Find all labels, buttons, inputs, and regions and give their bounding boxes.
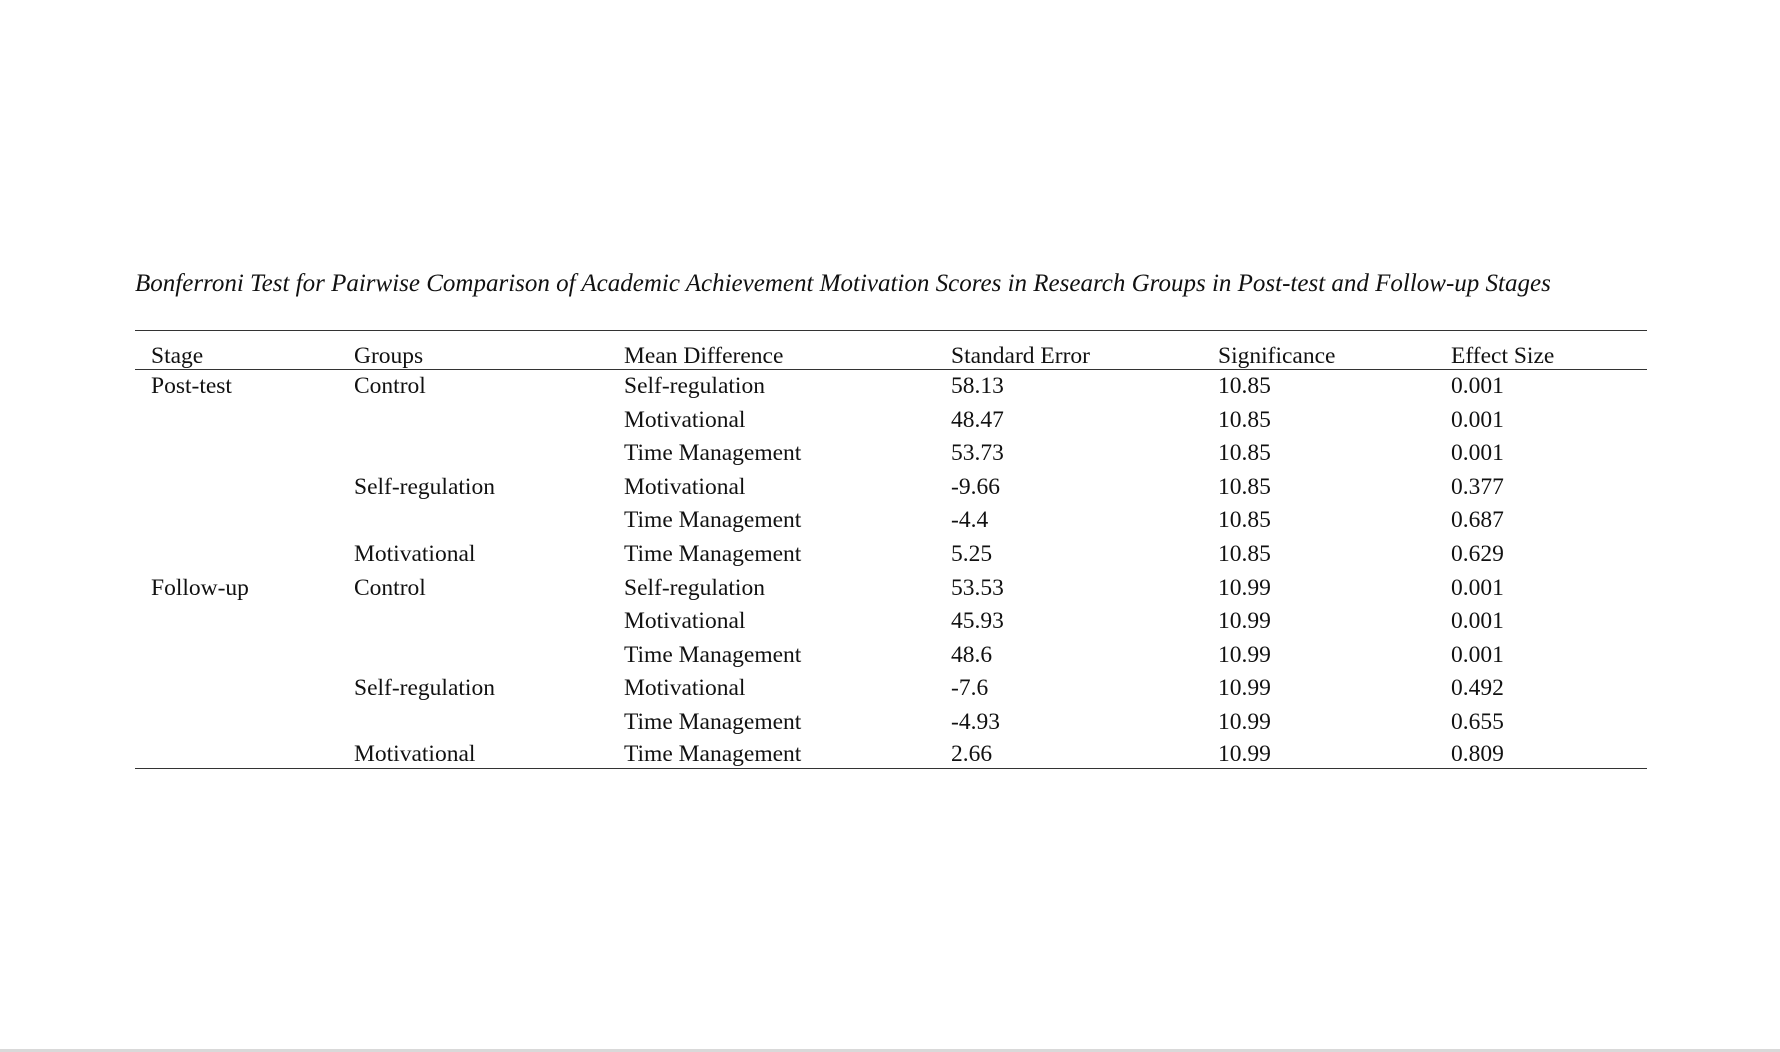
cell-group: Motivational <box>354 740 476 767</box>
cell-standard-error: 10.85 <box>1218 406 1271 433</box>
cell-mean-difference: -7.6 <box>951 675 989 702</box>
table-row <box>135 706 1647 740</box>
cell-standard-error: 10.85 <box>1218 473 1271 500</box>
cell-compared-group: Self-regulation <box>624 574 765 601</box>
cell-group <box>338 605 608 639</box>
table-row <box>135 404 1647 438</box>
cell-compared-group: Motivational <box>624 473 746 500</box>
cell-significance: 0.001 <box>1451 608 1504 635</box>
table-header <box>135 331 1647 370</box>
header-groups: Groups <box>354 343 424 369</box>
cell-stage <box>135 672 338 706</box>
cell-group: Self-regulation <box>354 473 495 500</box>
table-row <box>135 538 1647 572</box>
cell-significance: 0.001 <box>1451 406 1504 433</box>
bonferroni-table <box>135 330 1647 769</box>
cell-mean-difference: 48.47 <box>951 406 1004 433</box>
cell-compared-group: Motivational <box>624 406 746 433</box>
cell-significance: 0.001 <box>1451 440 1504 467</box>
cell-stage <box>135 639 338 673</box>
cell-group <box>338 639 608 673</box>
table-row <box>135 639 1647 673</box>
cell-significance: 0.809 <box>1451 740 1504 767</box>
cell-stage <box>135 740 338 769</box>
table-row <box>135 370 1647 404</box>
cell-significance: 0.687 <box>1451 507 1504 534</box>
cell-stage <box>135 605 338 639</box>
cell-standard-error: 10.99 <box>1218 675 1271 702</box>
cell-group <box>338 706 608 740</box>
cell-standard-error: 10.85 <box>1218 440 1271 467</box>
cell-group <box>338 437 608 471</box>
table-row <box>135 437 1647 471</box>
cell-mean-difference: 45.93 <box>951 608 1004 635</box>
table-row <box>135 605 1647 639</box>
table-row <box>135 572 1647 606</box>
cell-stage <box>135 504 338 538</box>
table-caption: Bonferroni Test for Pairwise Comparison of Academic Achievement Motivation Scores in Research Groups in Post-test and Follow-up Stages <box>135 270 1551 297</box>
cell-group: Self-regulation <box>354 675 495 702</box>
cell-stage <box>135 706 338 740</box>
header-significance: Significance <box>1218 343 1336 369</box>
cell-standard-error: 10.99 <box>1218 574 1271 601</box>
cell-compared-group: Time Management <box>624 740 802 767</box>
cell-mean-difference: -9.66 <box>951 473 1000 500</box>
cell-group <box>338 404 608 438</box>
cell-stage <box>135 538 338 572</box>
cell-standard-error: 10.99 <box>1218 708 1271 735</box>
cell-mean-difference: 48.6 <box>951 641 993 668</box>
cell-compared-group: Motivational <box>624 608 746 635</box>
cell-group: Motivational <box>354 540 476 567</box>
table-row <box>135 672 1647 706</box>
cell-compared-group: Motivational <box>624 675 746 702</box>
header-effect-size: Effect Size <box>1451 343 1555 369</box>
header-standard-error: Standard Error <box>951 343 1090 369</box>
cell-group <box>338 504 608 538</box>
cell-compared-group: Time Management <box>624 708 802 735</box>
cell-standard-error: 10.99 <box>1218 641 1271 668</box>
cell-group: Control <box>354 574 426 601</box>
header-stage: Stage <box>151 343 204 369</box>
cell-compared-group: Time Management <box>624 440 802 467</box>
cell-significance: 0.629 <box>1451 540 1504 567</box>
table-row <box>135 471 1647 505</box>
cell-standard-error: 10.85 <box>1218 507 1271 534</box>
cell-mean-difference: -4.4 <box>951 507 989 534</box>
cell-significance: 0.001 <box>1451 641 1504 668</box>
cell-compared-group: Time Management <box>624 540 802 567</box>
cell-significance: 0.001 <box>1451 574 1504 601</box>
cell-stage: Post-test <box>151 373 232 399</box>
cell-group: Control <box>354 373 426 399</box>
cell-significance: 0.001 <box>1451 373 1504 399</box>
cell-stage <box>135 471 338 505</box>
cell-mean-difference: 53.73 <box>951 440 1004 467</box>
cell-significance: 0.377 <box>1451 473 1504 500</box>
cell-mean-difference: 53.53 <box>951 574 1004 601</box>
cell-stage <box>135 404 338 438</box>
cell-compared-group: Time Management <box>624 507 802 534</box>
table-body <box>135 370 1647 769</box>
cell-standard-error: 10.85 <box>1218 540 1271 567</box>
cell-significance: 0.655 <box>1451 708 1504 735</box>
cell-mean-difference: 58.13 <box>951 373 1004 399</box>
cell-stage <box>135 437 338 471</box>
cell-stage: Follow-up <box>151 574 249 601</box>
header-row <box>135 331 1647 370</box>
cell-standard-error: 10.99 <box>1218 608 1271 635</box>
header-mean-difference: Mean Difference <box>624 343 784 369</box>
cell-standard-error: 10.99 <box>1218 740 1271 767</box>
cell-standard-error: 10.85 <box>1218 373 1271 399</box>
cell-mean-difference: 5.25 <box>951 540 993 567</box>
table-row <box>135 504 1647 538</box>
cell-significance: 0.492 <box>1451 675 1504 702</box>
cell-mean-difference: 2.66 <box>951 740 993 767</box>
cell-compared-group: Self-regulation <box>624 373 765 399</box>
cell-compared-group: Time Management <box>624 641 802 668</box>
cell-mean-difference: -4.93 <box>951 708 1000 735</box>
table-row <box>135 740 1647 769</box>
